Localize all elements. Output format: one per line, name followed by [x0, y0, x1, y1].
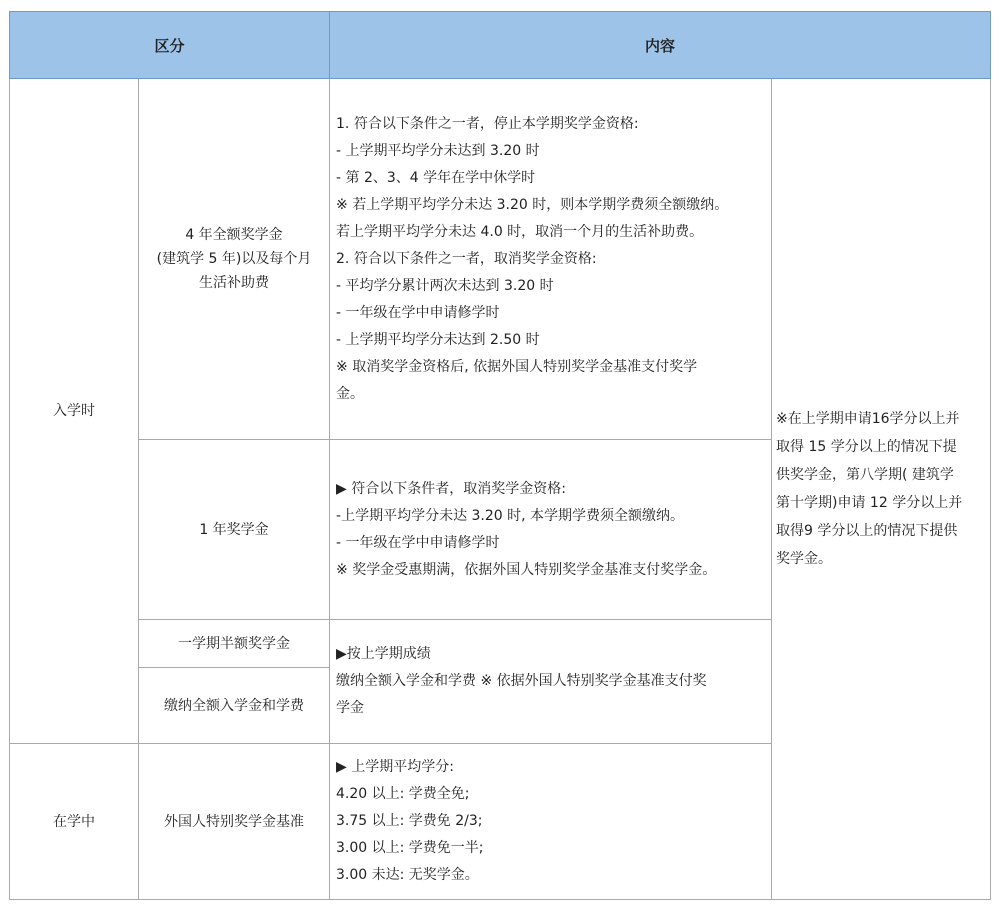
half-and-full-fee-content [330, 620, 772, 744]
content-line: - 上学期平均学分未达到 3.20 时 [336, 142, 540, 159]
enrolled-label: 在学中 [10, 744, 139, 900]
entrance-label: 入学时 [10, 79, 139, 744]
content-line: ※ 若上学期平均学分未达 3.20 时，则本学期学费须全额缴纳。 [336, 196, 729, 213]
full-scholarship-name-line: 4 年全额奖学金 [185, 227, 283, 243]
content-line: - 平均学分累计两次未达到 3.20 时 [336, 277, 554, 294]
full-fee-name: 缴纳全额入学金和学费 [139, 668, 330, 744]
content-line: - 第 2、3、4 学年在学中休学时 [336, 169, 536, 186]
table-row [10, 79, 991, 440]
side-note [772, 79, 991, 900]
side-note-line: 奖学金。 [776, 551, 833, 567]
content-line: 4.20 以上: 学费全免; [336, 786, 470, 802]
full-scholarship-name-line: (建筑学 5 年)以及每个月 [156, 251, 312, 267]
content-line: 学金 [336, 700, 365, 716]
content-line: - 一年级在学中申请修学时 [336, 534, 500, 551]
content-line: 缴纳全额入学金和学费 ※ 依据外国人特别奖学金基准支付奖 [336, 673, 707, 689]
content-line: ▶ 符合以下条件者，取消奖学金资格: [336, 480, 566, 497]
content-line: ▶ 上学期平均学分: [336, 759, 454, 775]
content-line: 若上学期平均学分未达 4.0 时，取消一个月的生活补助费。 [336, 223, 704, 240]
content-line: 金。 [336, 385, 365, 402]
side-note-line: 第十学期)申请 12 学分以上并 [776, 495, 963, 511]
content-line: - 一年级在学中申请修学时 [336, 304, 500, 321]
foreigner-standard-name: 外国人特别奖学金基准 [139, 744, 330, 900]
table-header-row [10, 12, 991, 79]
content-line: ※ 取消奖学金资格后, 依据外国人特别奖学金基准支付奖学 [336, 358, 698, 375]
header-content: 内容 [330, 12, 991, 79]
side-note-line: 取得 15 学分以上的情况下提 [776, 439, 957, 455]
content-line: 3.75 以上: 学费免 2/3; [336, 813, 483, 829]
side-note-line: 供奖学金，第八学期( 建筑学 [776, 467, 954, 483]
content-line: ※ 奖学金受惠期满，依据外国人特别奖学金基准支付奖学金。 [336, 561, 717, 578]
content-line: 1. 符合以下条件之一者，停止本学期奖学金资格: [336, 115, 639, 132]
side-note-line: ※在上学期申请16学分以上并 [776, 411, 960, 427]
foreigner-standard-content [330, 744, 772, 900]
scholarship-table [9, 11, 991, 900]
full-scholarship-name [139, 79, 330, 440]
content-line: 3.00 未达: 无奖学金。 [336, 867, 479, 883]
header-category: 区分 [10, 12, 330, 79]
content-line: 2. 符合以下条件之一者，取消奖学金资格: [336, 250, 597, 267]
half-scholarship-name: 一学期半额奖学金 [139, 620, 330, 668]
scholarship-table-container [9, 11, 991, 900]
full-scholarship-name-line: 生活补助费 [199, 275, 269, 291]
side-note-line: 取得9 学分以上的情况下提供 [776, 523, 958, 539]
content-line: ▶按上学期成绩 [336, 646, 431, 662]
content-line: 3.00 以上: 学费免一半; [336, 840, 484, 856]
content-line: - 上学期平均学分未达到 2.50 时 [336, 331, 540, 348]
one-year-scholarship-content [330, 440, 772, 620]
one-year-scholarship-name: 1 年奖学金 [139, 440, 330, 620]
content-line: -上学期平均学分未达 3.20 时, 本学期学费须全额缴纳。 [336, 507, 685, 524]
full-scholarship-content [330, 79, 772, 440]
